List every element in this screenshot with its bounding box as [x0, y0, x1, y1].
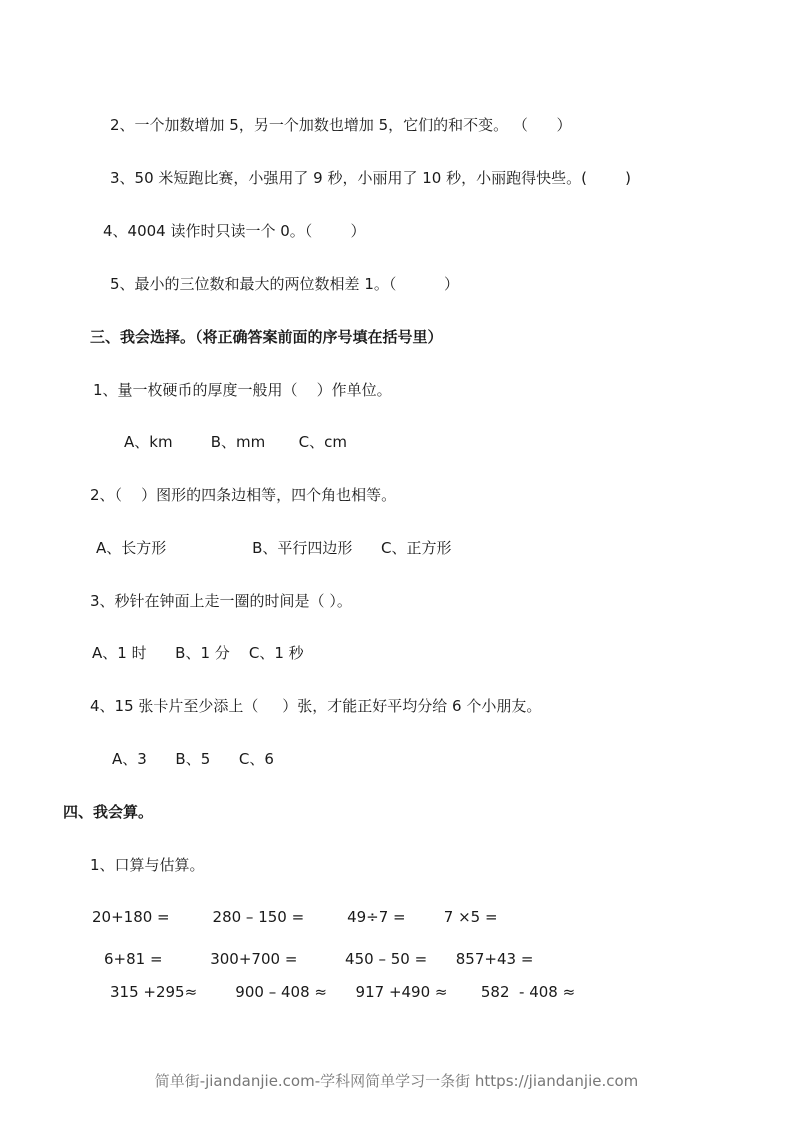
judge-question-2: 2、一个加数增加 5，另一个加数也增加 5，它们的和不变。 （ ） [110, 116, 572, 134]
choice-question-3: 3、秒针在钟面上走一圈的时间是（ ）。 [90, 592, 352, 610]
choice-question-1-options: A、km B、mm C、cm [124, 433, 347, 451]
choice-question-2: 2、（ ）图形的四条边相等，四个角也相等。 [90, 486, 397, 504]
calc-subheading: 1、口算与估算。 [90, 856, 205, 874]
choice-question-2-options: A、长方形 B、平行四边形 C、正方形 [96, 539, 452, 557]
choice-question-3-options: A、1 时 B、1 分 C、1 秒 [92, 644, 304, 662]
judge-question-4: 4、4004 读作时只读一个 0。（ ） [103, 222, 366, 240]
section-4-heading: 四、我会算。 [63, 803, 154, 821]
section-3-heading: 三、我会选择。（将正确答案前面的序号填在括号里） [90, 328, 443, 346]
choice-question-4-options: A、3 B、5 C、6 [112, 750, 274, 768]
choice-question-4: 4、15 张卡片至少添上（ ）张，才能正好平均分给 6 个小朋友。 [90, 697, 542, 715]
judge-question-3: 3、50 米短跑比赛，小强用了 9 秒，小丽用了 10 秒，小丽跑得快些。( ) [110, 169, 631, 187]
page-footer: 简单街-jiandanjie.com-学科网简单学习一条街 https://jiandanjie.com [154, 1072, 639, 1090]
calc-row-1: 20+180 = 280 – 150 = 49÷7 = 7 ×5 = [92, 908, 498, 926]
judge-question-5: 5、最小的三位数和最大的两位数相差 1。（ ） [110, 275, 460, 293]
choice-question-1: 1、量一枚硬币的厚度一般用（ ）作单位。 [93, 381, 392, 399]
calc-row-2: 6+81 = 300+700 = 450 – 50 = 857+43 = [104, 950, 534, 968]
calc-row-3: 315 +295≈ 900 – 408 ≈ 917 +490 ≈ 582 - 408 ≈ [110, 983, 576, 1001]
